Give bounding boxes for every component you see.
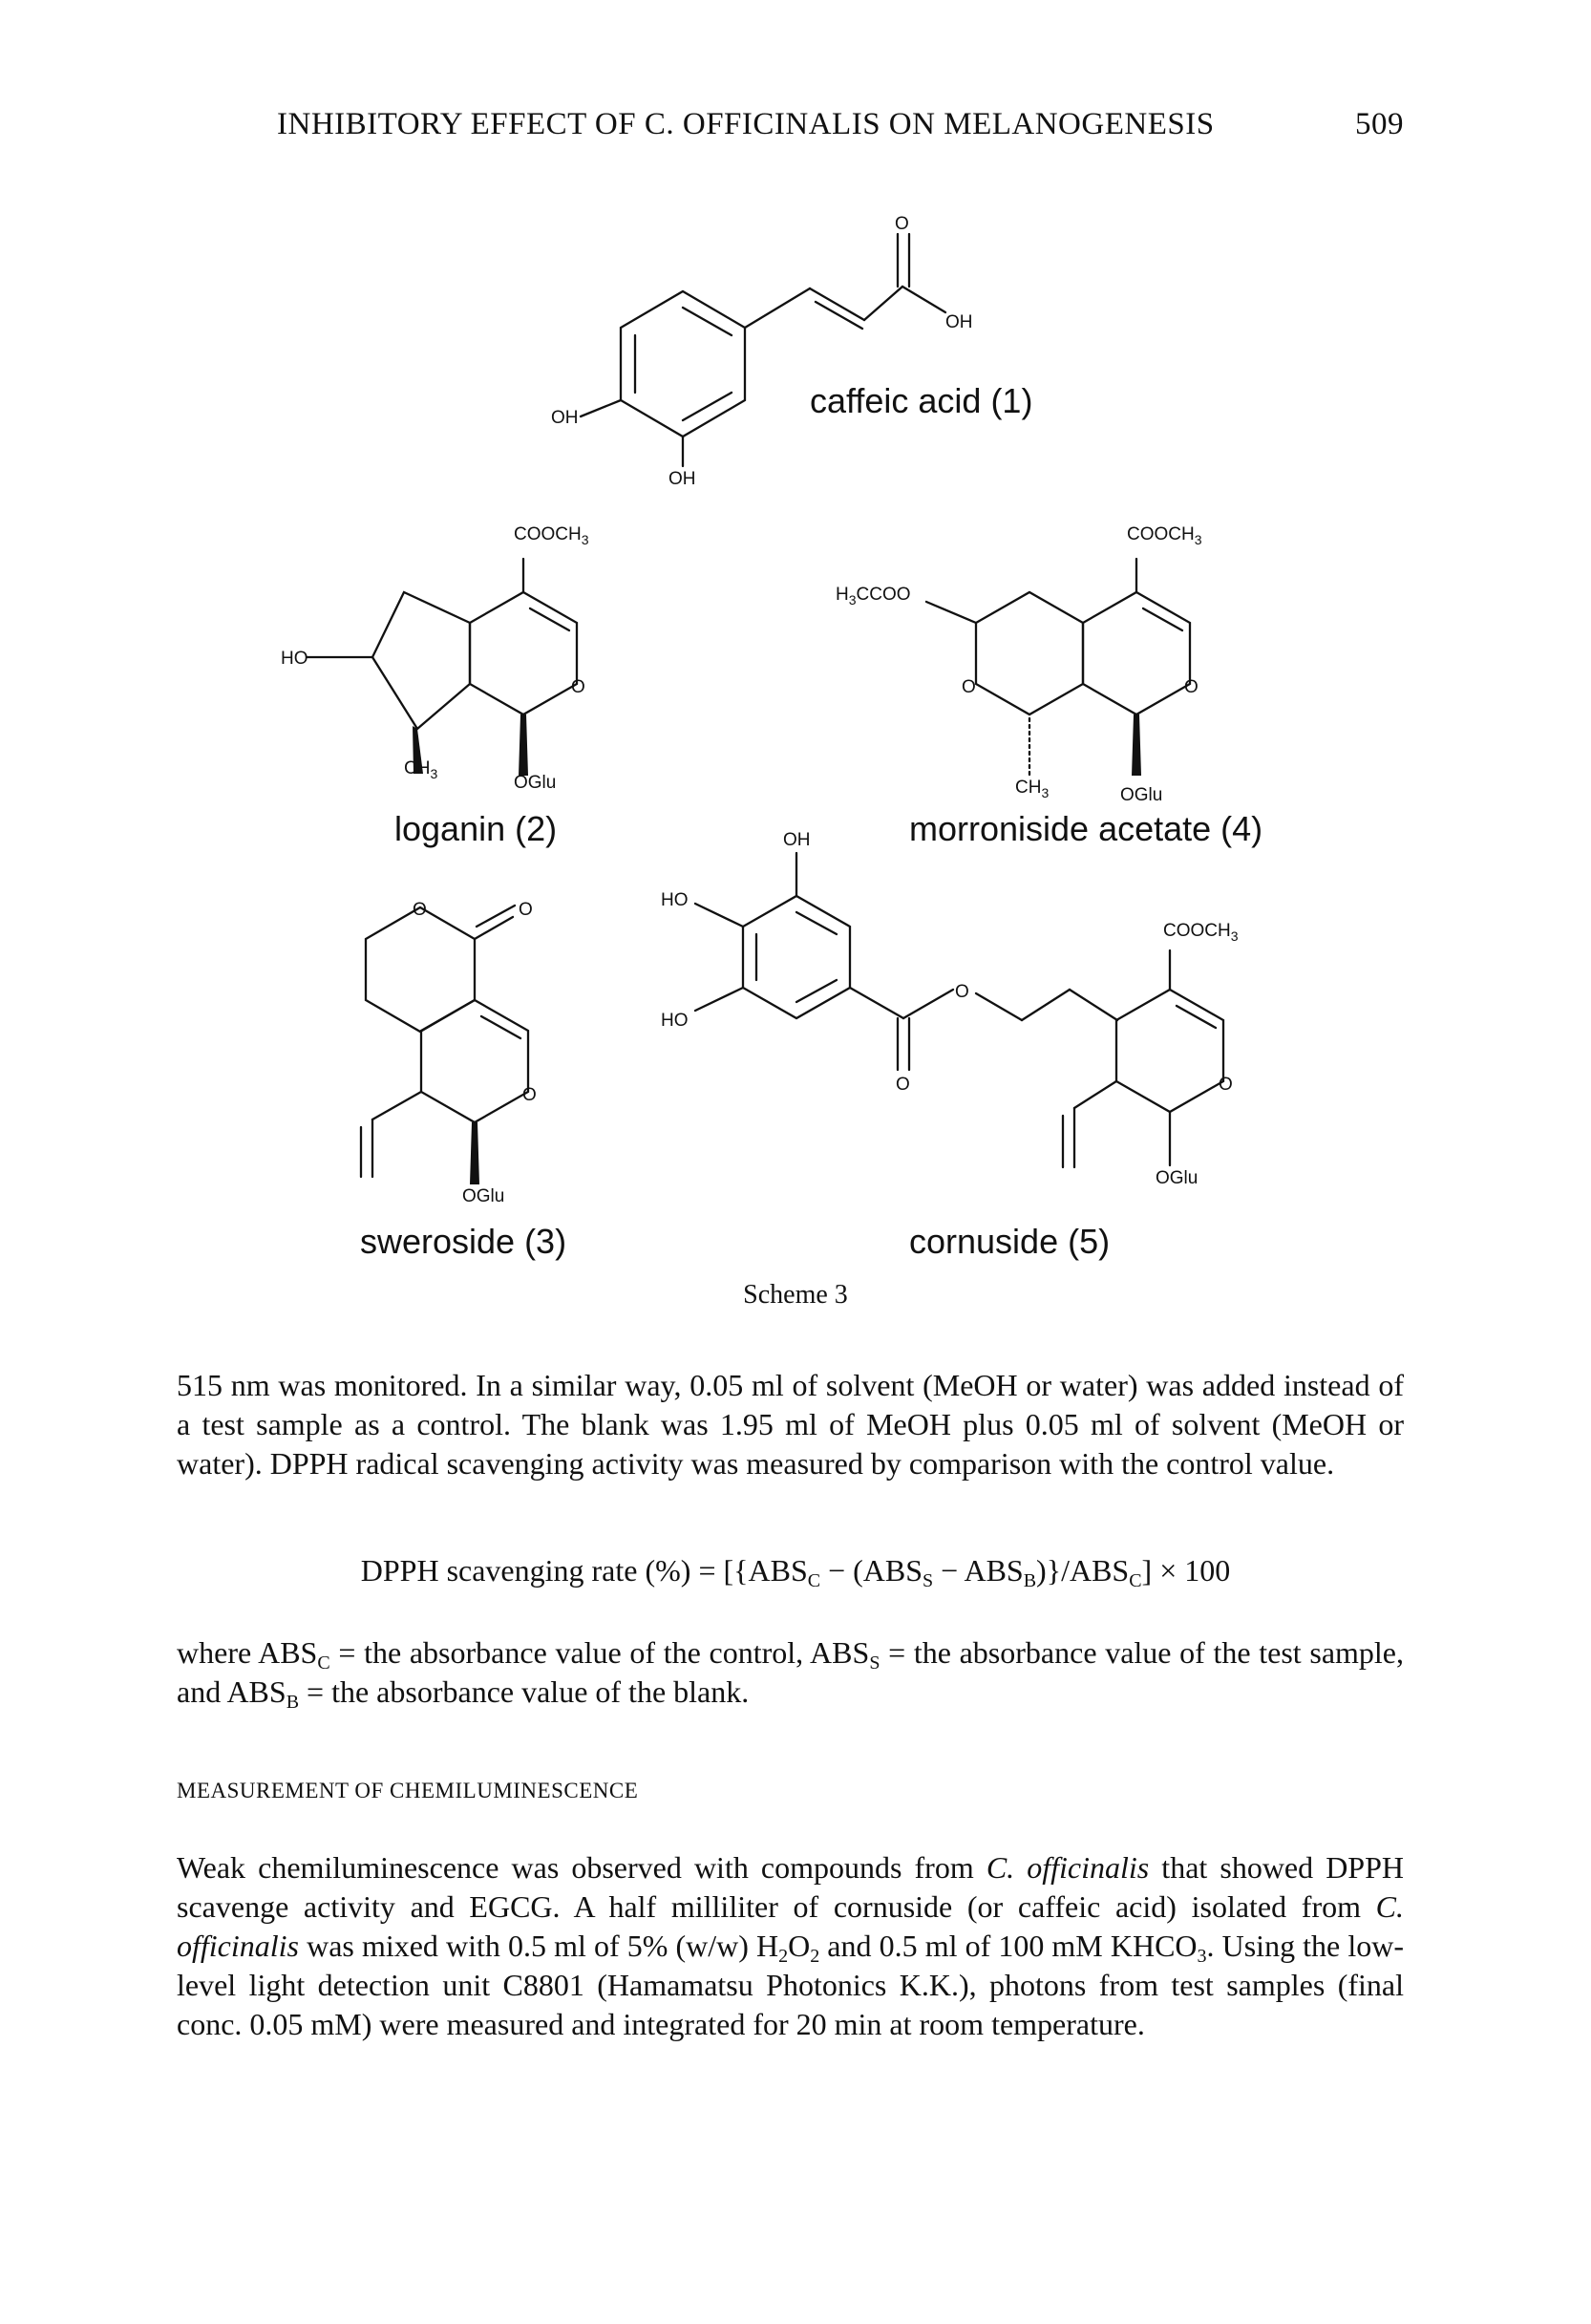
sweroside-ring-o-top: O xyxy=(413,900,427,920)
loganin-ch3: $CH_3$ xyxy=(404,758,438,781)
cornuside-ring-o: O xyxy=(1219,1075,1233,1095)
sweroside-structure xyxy=(361,906,528,1184)
loganin-oglu: OGlu xyxy=(514,773,557,793)
running-title: INHIBITORY EFFECT OF C. OFFICINALIS ON MELANOGENESIS xyxy=(277,107,1215,141)
caffeic-carbonyl-o: O xyxy=(895,214,909,234)
cornuside-ester-o: O xyxy=(955,982,969,1002)
loganin-ring-o: O xyxy=(571,677,585,697)
cornuside-ho-top: HO xyxy=(661,890,689,910)
cornuside-cooch3: $COOCH_3$ xyxy=(1163,921,1239,944)
caffeic-oh-3: OH xyxy=(551,408,579,428)
loganin-structure xyxy=(308,559,577,776)
compound-name-caffeic-acid: caffeic acid (1) xyxy=(810,381,1033,420)
section-heading: MEASUREMENT OF CHEMILUMINESCENCE xyxy=(177,1779,639,1802)
caffeic-oh-4: OH xyxy=(668,469,696,489)
paragraph-dpph-method: 515 nm was monitored. In a similar way, 0.05 ml of solvent (MeOH or water) was added instead of a test sample as a control. The blank was 1.95 ml of MeOH plus 0.05 ml of solvent (MeOH or water). DPPH radical scavenging activity was measured by comparison with the control value. xyxy=(177,1368,1404,1481)
cornuside-carbonyl-o: O xyxy=(896,1075,910,1095)
compound-name-loganin: loganin (2) xyxy=(394,809,558,848)
caffeic-acid-oh: OH xyxy=(945,312,973,332)
sweroside-carbonyl-o: O xyxy=(519,900,533,920)
scheme-caption: Scheme 3 xyxy=(743,1280,848,1310)
paragraph-equation-definitions: where $ABS_C$ = the absorbance value of the control, $ABS_S$ = the absorbance value of the test sample, and $ABS_B$ = the absorbance value of the blank. xyxy=(177,1635,1405,1713)
compound-name-cornuside: cornuside (5) xyxy=(909,1222,1111,1261)
morroniside-ch3: $CH_3$ xyxy=(1015,778,1050,800)
morroniside-h3ccoo: $H_3CCOO$ xyxy=(836,585,911,608)
compound-name-morroniside-acetate: morroniside acetate (4) xyxy=(909,809,1263,848)
loganin-ho: HO xyxy=(281,649,308,669)
caffeic-acid-structure xyxy=(581,234,945,466)
sweroside-oglu: OGlu xyxy=(462,1186,505,1206)
sweroside-ring-o: O xyxy=(522,1085,537,1105)
morroniside-acetate-structure xyxy=(926,559,1190,776)
morroniside-ring-o-left: O xyxy=(962,677,976,697)
cornuside-structure xyxy=(695,853,1223,1167)
cornuside-oh: OH xyxy=(783,830,811,850)
cornuside-ho-bottom: HO xyxy=(661,1011,689,1031)
morroniside-ring-o-right: O xyxy=(1184,677,1199,697)
morroniside-cooch3: $COOCH_3$ xyxy=(1127,524,1202,547)
loganin-cooch3: $COOCH_3$ xyxy=(514,524,589,547)
paragraph-chemiluminescence: Weak chemiluminescence was observed with compounds from C. officinalis that showed DPPH scavenge activity and EGCG. A half milliliter of cornuside (or caffeic acid) isolated from C. officinalis was mixed with 0.5 ml of 5% (w/w) $H_2O_2$ and 0.5 ml of 100 mM $KHCO_3$. Using the low-level light detection unit C8801 (Hamamatsu Photonics K.K.), photons from test samples (final conc. 0.05 mM) were measured and integrated for 20 min at room temperature. xyxy=(177,1850,1405,2041)
compound-name-sweroside: sweroside (3) xyxy=(360,1222,567,1261)
dpph-equation: DPPH scavenging rate (%) = $[\{ABS_C - (ABS_S - ABS_B)\}/ABS_C] \times 100$ xyxy=(360,1553,1231,1591)
morroniside-oglu: OGlu xyxy=(1120,785,1163,805)
page-number: 509 xyxy=(1355,107,1404,141)
cornuside-oglu: OGlu xyxy=(1156,1168,1199,1188)
